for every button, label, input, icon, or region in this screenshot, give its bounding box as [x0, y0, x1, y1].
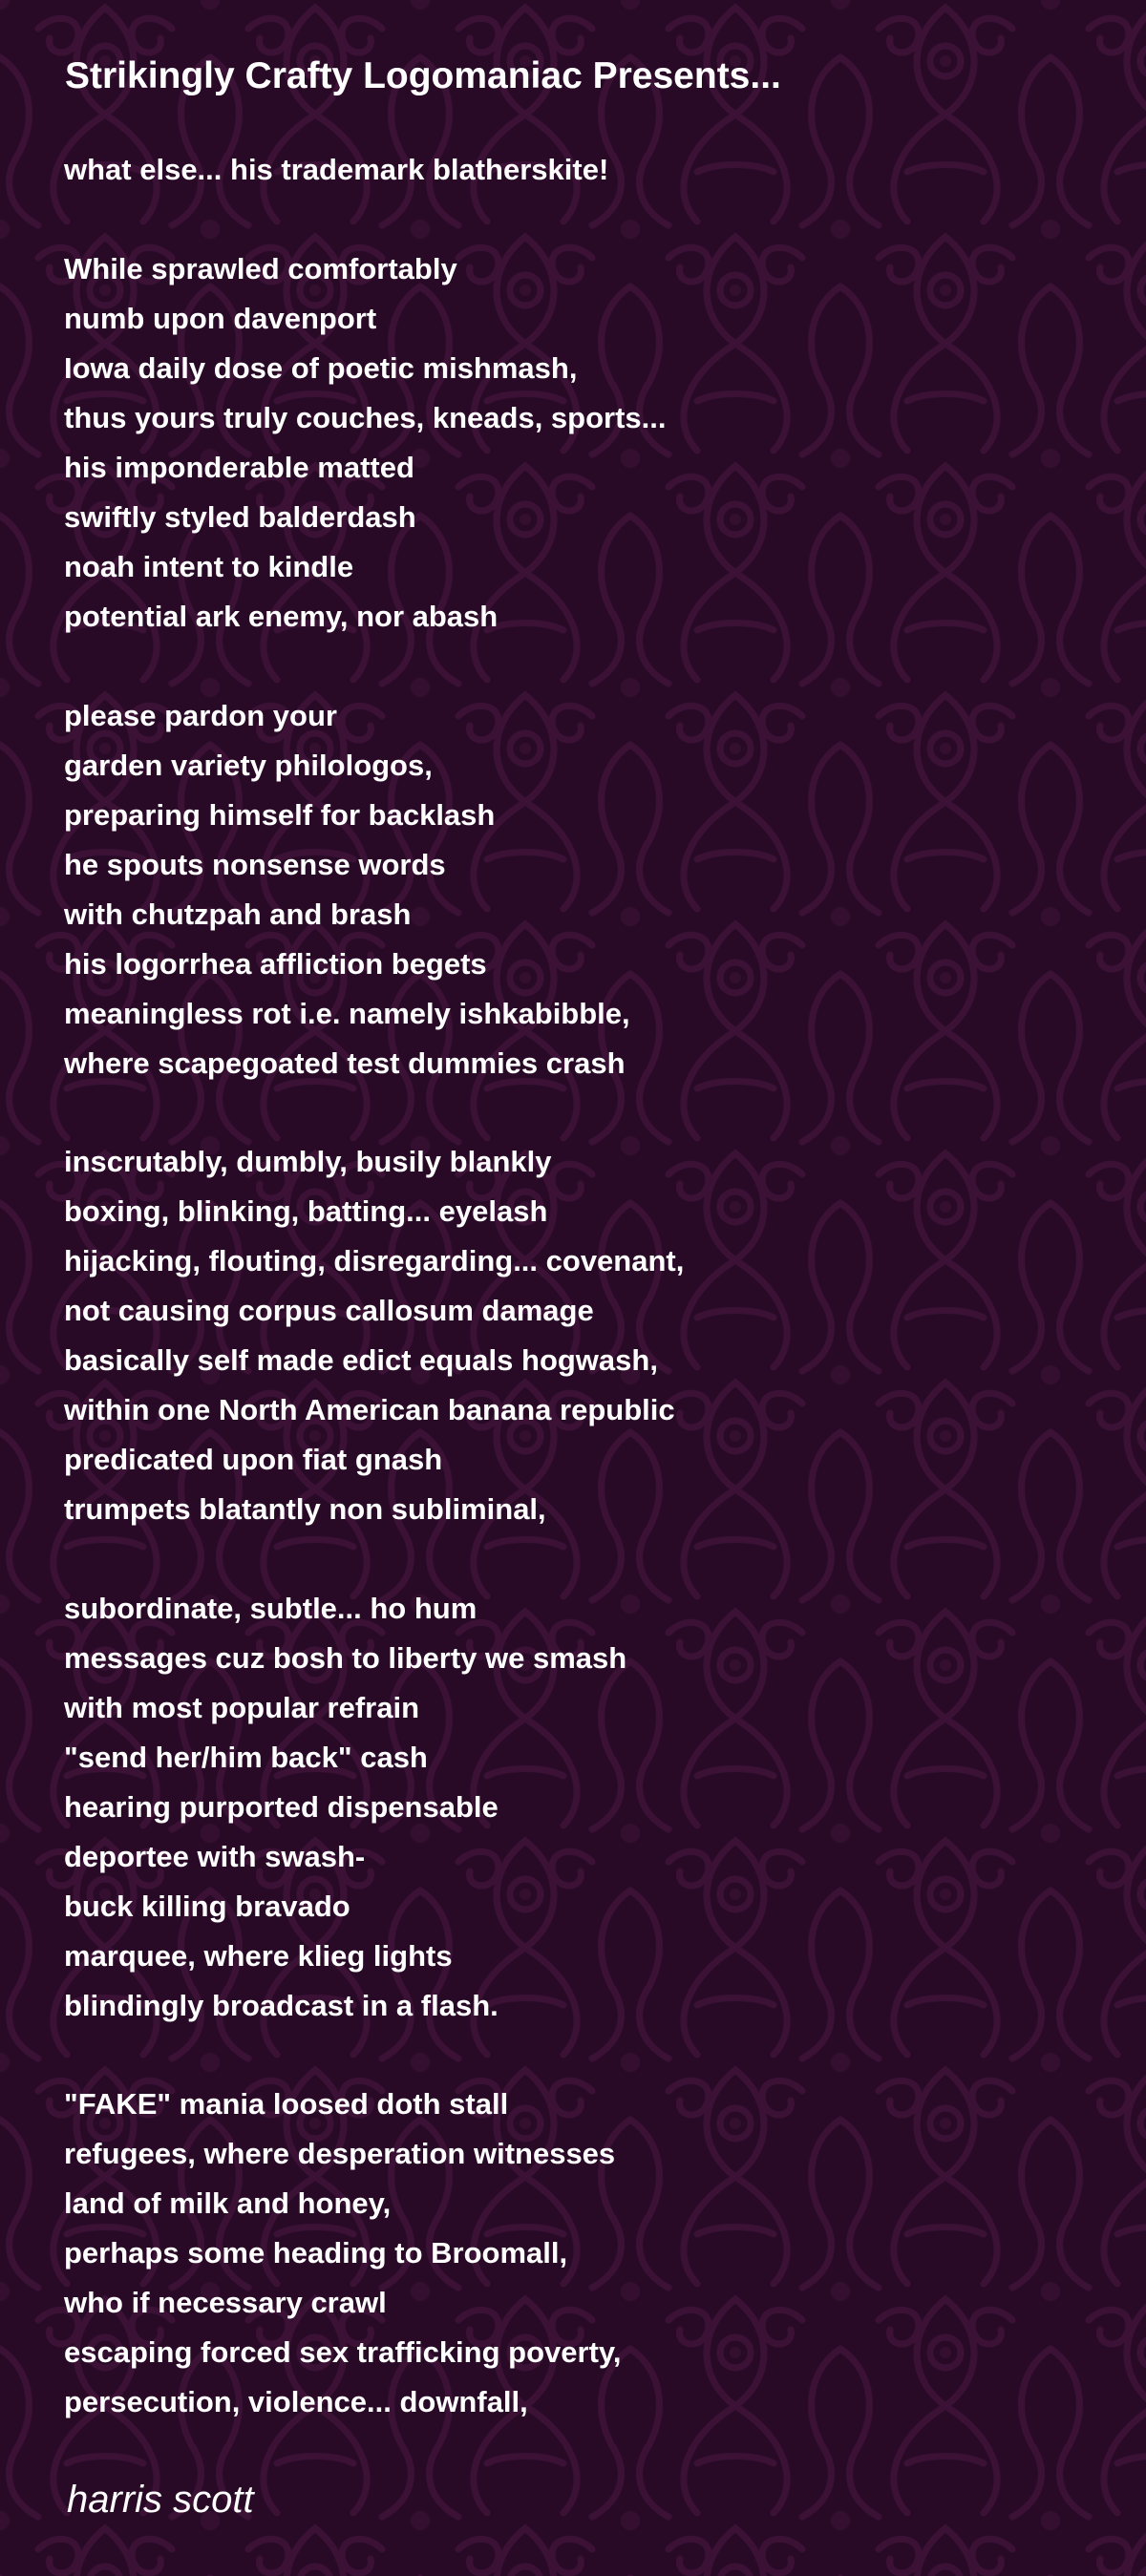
poem-line: subordinate, subtle... ho hum	[64, 1592, 478, 1625]
poem-line: marquee, where klieg lights	[64, 1939, 453, 1973]
poem-line: refugees, where desperation witnesses	[64, 2137, 616, 2170]
poem-line: inscrutably, dumbly, busily blankly	[64, 1145, 552, 1178]
poem-line: numb upon davenport	[64, 302, 377, 335]
poem-line: hijacking, flouting, disregarding... covenant,	[64, 1244, 685, 1277]
poem-line: what else... his trademark blatherskite!	[64, 153, 609, 186]
poem-line: "send her/him back" cash	[64, 1741, 428, 1774]
poem-line: garden variety philologos,	[64, 749, 433, 782]
poem-line: perhaps some heading to Broomall,	[64, 2236, 568, 2270]
poem-line: noah intent to kindle	[64, 550, 354, 583]
poem-line: where scapegoated test dummies crash	[64, 1046, 626, 1080]
poem-line: trumpets blatantly non subliminal,	[64, 1492, 546, 1526]
stanza	[64, 1584, 626, 2031]
stanza	[64, 145, 608, 195]
poem-line: thus yours truly couches, kneads, sports...	[64, 401, 667, 434]
poem-line: within one North American banana republic	[64, 1393, 675, 1426]
poem-line: swiftly styled balderdash	[64, 500, 416, 534]
poem-line: with chutzpah and brash	[64, 897, 412, 931]
poem-line: who if necessary crawl	[64, 2286, 387, 2319]
poem-line: land of milk and honey,	[64, 2186, 392, 2220]
poem-line: with most popular refrain	[64, 1691, 420, 1724]
poem-line: his logorrhea affliction begets	[64, 947, 487, 981]
poem-line: blindingly broadcast in a flash.	[64, 1989, 499, 2022]
poem-line: basically self made edict equals hogwash,	[64, 1343, 658, 1377]
poem-line: predicated upon fiat gnash	[64, 1443, 443, 1476]
poem-line: While sprawled comfortably	[64, 252, 457, 285]
poem-line: hearing purported dispensable	[64, 1790, 499, 1824]
poem-line: preparing himself for backlash	[64, 798, 496, 832]
poem-title: Strikingly Crafty Logomaniac Presents...	[65, 55, 781, 96]
stanza	[64, 1137, 684, 1534]
poem-author: harris scott	[67, 2479, 254, 2521]
stanza	[64, 691, 630, 1088]
stanza	[64, 2080, 621, 2427]
poem-line: not causing corpus callosum damage	[64, 1294, 594, 1327]
poem-line: escaping forced sex trafficking poverty,	[64, 2335, 622, 2369]
poem-line: boxing, blinking, batting... eyelash	[64, 1194, 548, 1228]
poem-line: please pardon your	[64, 699, 337, 732]
poem-line: he spouts nonsense words	[64, 848, 446, 881]
poem-line: persecution, violence... downfall,	[64, 2385, 528, 2418]
poem-line: potential ark enemy, nor abash	[64, 600, 499, 633]
poem-line: Iowa daily dose of poetic mishmash,	[64, 351, 578, 385]
poem-line: deportee with swash-	[64, 1840, 366, 1873]
poem-line: buck killing bravado	[64, 1890, 350, 1923]
poem-line: "FAKE" mania loosed doth stall	[64, 2087, 509, 2121]
stanza	[64, 244, 667, 642]
poem-line: his imponderable matted	[64, 451, 414, 484]
poem-line: meaningless rot i.e. namely ishkabibble,	[64, 997, 630, 1030]
poem-line: messages cuz bosh to liberty we smash	[64, 1641, 627, 1675]
